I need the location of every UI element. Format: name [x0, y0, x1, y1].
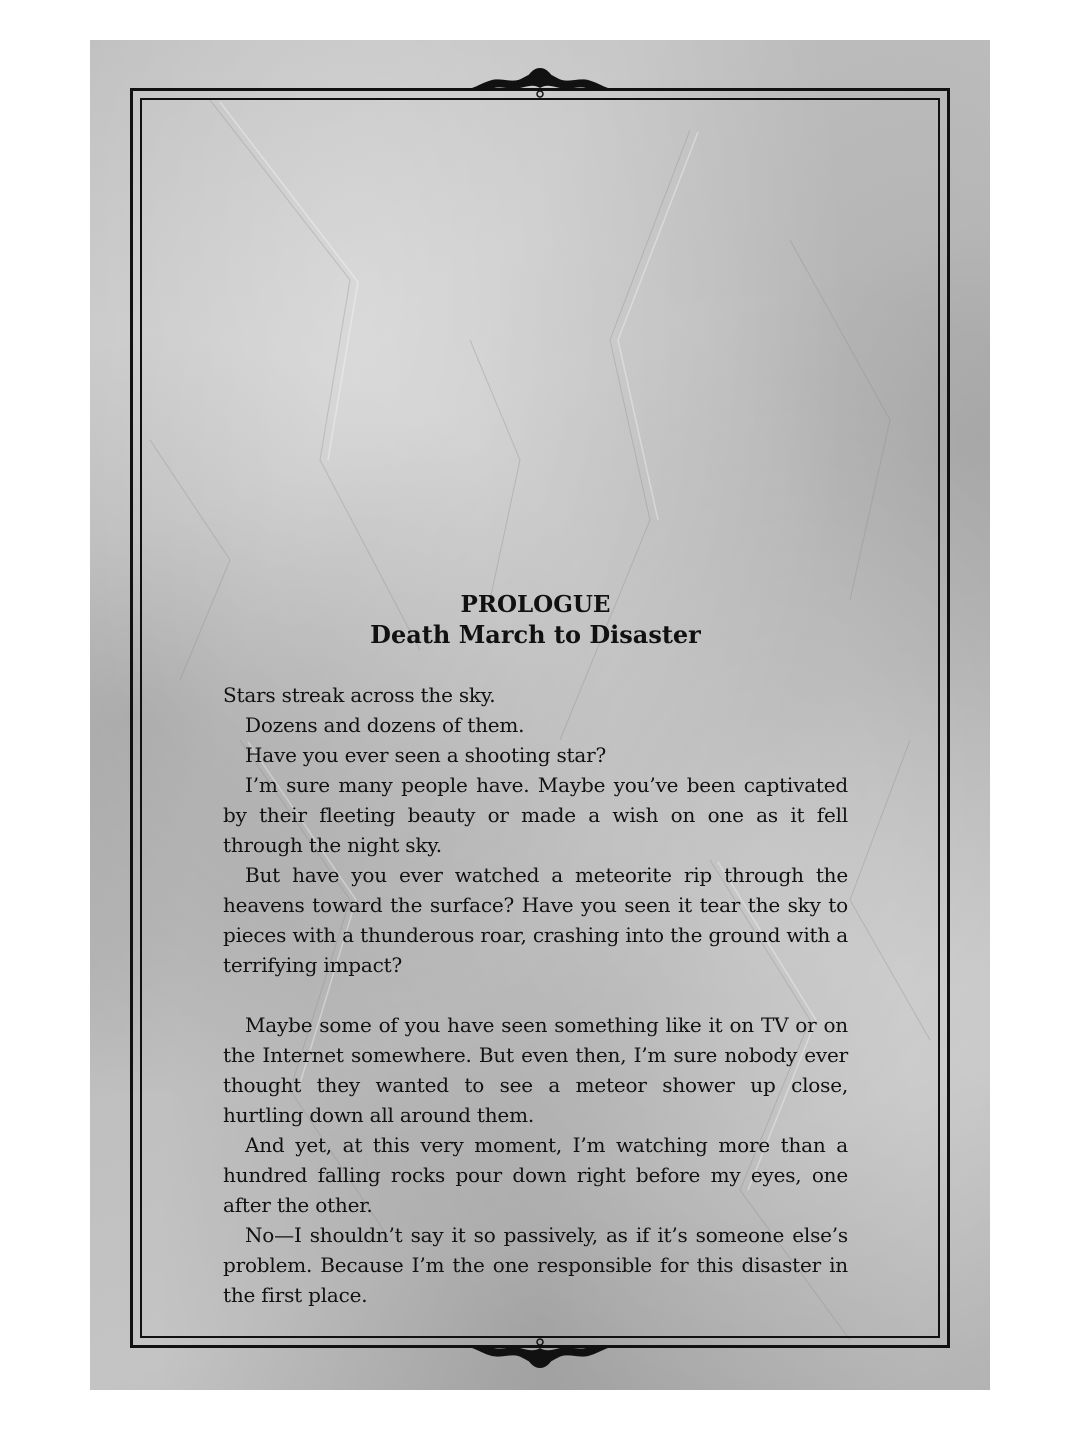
book-page — [90, 40, 990, 1390]
paragraph: Have you ever seen a shooting star? — [245, 743, 606, 767]
paragraph: And yet, at this very moment, I’m watching more than a hundred falling rocks pour down right before my eyes, one after the other. — [223, 1133, 848, 1217]
paragraph: I’m sure many people have. Maybe you’ve been captivated by their fleeting beauty or made a wish on one as it fell through the night sky. — [223, 773, 848, 857]
paragraph: No—I shouldn’t say it so passively, as if it’s someone else’s problem. Because I’m the one responsible for this disaster in the first place. — [223, 1223, 848, 1307]
paragraph: Maybe some of you have seen something like it on TV or on the Internet somewhere. But even then, I’m sure nobody ever thought they wanted to see a meteor shower up close, hurtling down all around them. — [223, 1013, 848, 1127]
chapter-body — [223, 590, 848, 1310]
scroll-ornament-icon — [470, 64, 610, 104]
paragraph: Stars streak across the sky. — [223, 683, 496, 707]
scroll-ornament-icon — [470, 1332, 610, 1372]
paragraph: Dozens and dozens of them. — [245, 713, 525, 737]
chapter-label: PROLOGUE — [460, 591, 611, 618]
chapter-title: Death March to Disaster — [370, 620, 701, 649]
paragraph: But have you ever watched a meteorite rip through the heavens toward the surface? Have you seen it tear the sky to pieces with a thunderous roar, crashing into the ground with a terrifying impact? — [223, 863, 848, 977]
